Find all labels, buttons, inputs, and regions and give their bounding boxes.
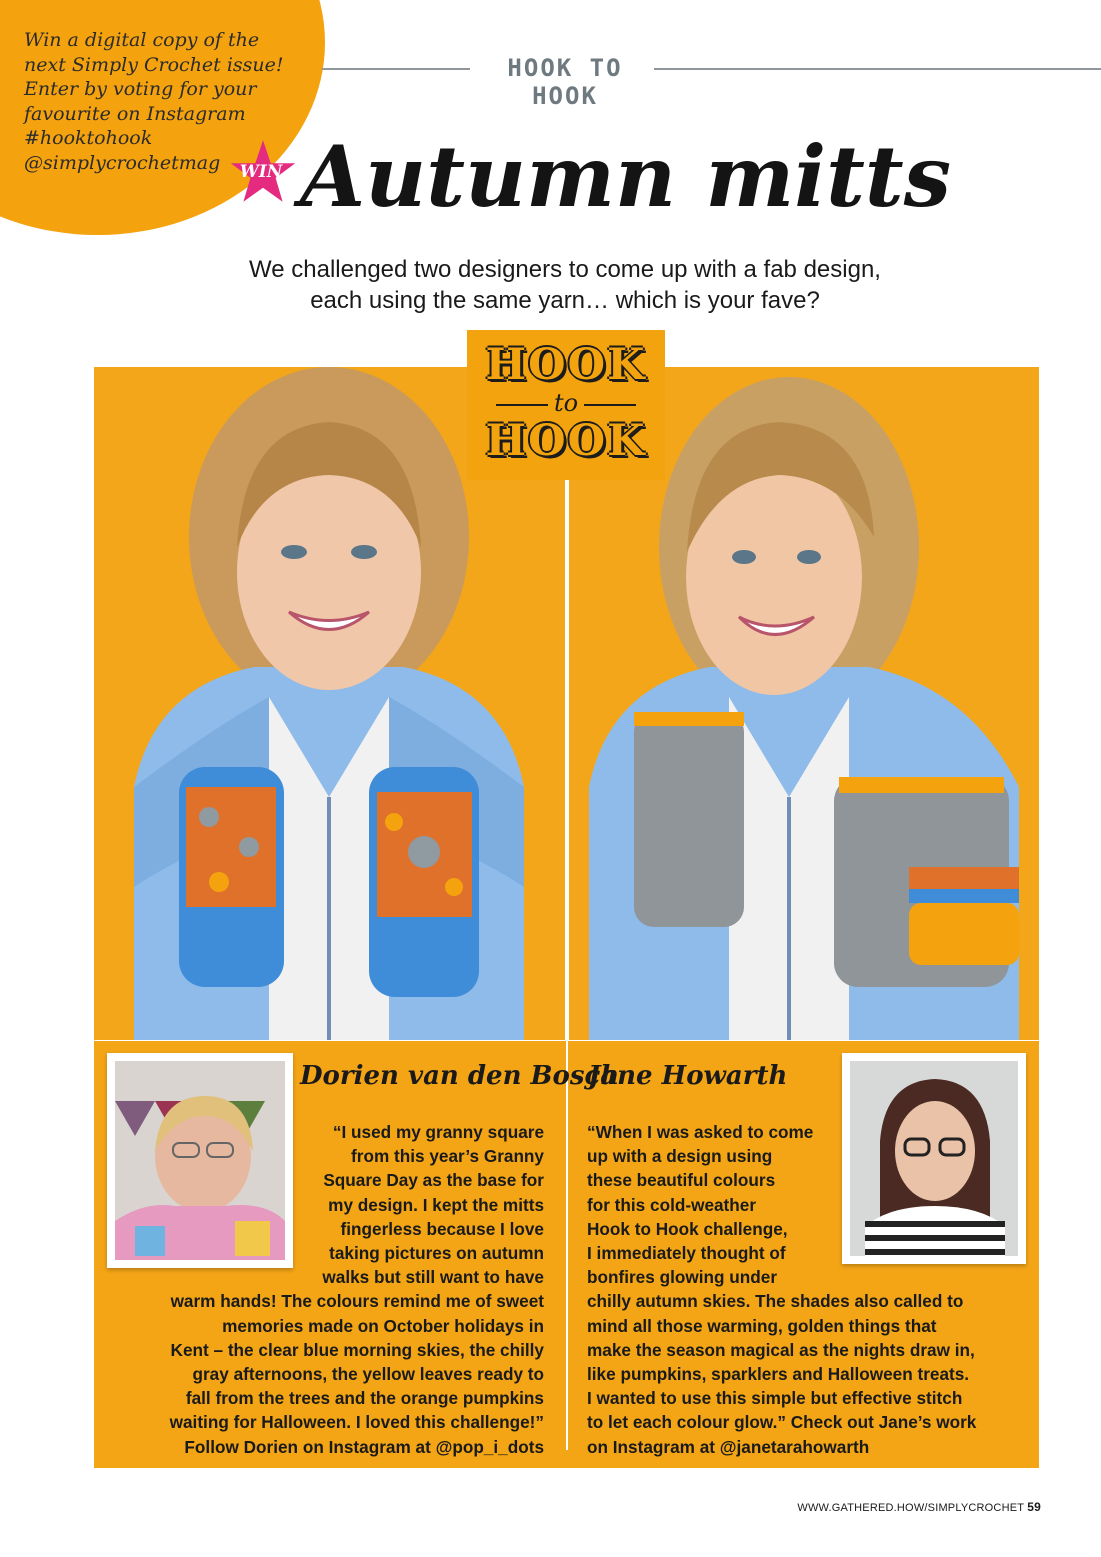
quote-line: up with a design using	[587, 1146, 773, 1167]
quote-line: Hook to Hook challenge,	[587, 1218, 788, 1239]
designer-name-left: Dorien van den Bosch	[300, 1061, 620, 1091]
intro-line: each using the same yarn… which is your fave?	[310, 287, 820, 314]
badge-line-to: to	[467, 388, 665, 418]
footer-url: WWW.GATHERED.HOW/SIMPLYCROCHET	[797, 1502, 1024, 1514]
quote-line: like pumpkins, sparklers and Halloween treats.	[587, 1364, 970, 1385]
quote-line: walks but still want to have	[322, 1267, 544, 1288]
win-bubble-line: Win a digital copy of the	[24, 29, 260, 51]
page-number: 59	[1027, 1500, 1041, 1514]
quote-line: chilly autumn skies. The shades also called to	[587, 1291, 964, 1312]
designer-quote-left	[110, 1120, 544, 1459]
quote-line: “I used my granny square	[332, 1122, 544, 1142]
badge-line-hook: HOOK	[485, 340, 647, 390]
quote-line: to let each colour glow.” Check out Jane’s work	[587, 1412, 977, 1433]
quote-line: I wanted to use this simple but effective stitch	[587, 1388, 963, 1409]
designer-name-right: Jane Howarth	[588, 1061, 788, 1091]
quote-line: for this cold-weather	[587, 1194, 757, 1215]
quote-line: Square Day as the base for	[323, 1170, 544, 1191]
quote-line: waiting for Halloween. I loved this challenge!”	[169, 1412, 544, 1433]
quote-line: bonfires glowing under	[587, 1267, 778, 1288]
quote-line: from this year’s Granny	[351, 1146, 544, 1167]
quote-line: Kent – the clear blue morning skies, the chilly	[170, 1339, 544, 1360]
section-rule-left	[322, 68, 470, 70]
win-bubble-handle: @simplycrochetmag	[24, 151, 221, 174]
quote-line: mind all those warming, golden things that	[587, 1315, 937, 1336]
quote-line: taking pictures on autumn	[329, 1243, 544, 1264]
win-bubble-line: favourite on Instagram	[24, 102, 246, 125]
win-star-label: WIN	[239, 162, 283, 182]
section-rule-right	[654, 68, 1101, 70]
quote-line: warm hands! The colours remind me of sweet	[170, 1291, 544, 1312]
intro-line: We challenged two designers to come up with a fab design,	[249, 256, 881, 283]
win-bubble-hashtag: #hooktohook	[24, 127, 153, 149]
column-divider	[566, 482, 568, 1450]
quote-line: fingerless because I love	[340, 1218, 544, 1239]
quote-line: make the season magical as the nights draw in,	[587, 1339, 975, 1360]
quote-line: “When I was asked to come	[587, 1122, 814, 1142]
quote-line: Follow Dorien on Instagram at @pop_i_dots	[184, 1436, 544, 1457]
hook-to-hook-badge	[467, 330, 665, 480]
quote-line: I immediately thought of	[587, 1243, 786, 1264]
section-label: HOOK TO HOOK	[507, 54, 623, 110]
badge-line-hook: HOOK	[485, 416, 647, 466]
quote-line: gray afternoons, the yellow leaves ready to	[192, 1364, 544, 1385]
page-footer	[797, 1500, 1041, 1514]
page-title: Autumn mitts	[300, 127, 951, 226]
quote-line: fall from the trees and the orange pumpkins	[185, 1388, 544, 1409]
quote-line: my design. I kept the mitts	[328, 1194, 544, 1215]
designer-quote-right	[587, 1120, 1027, 1459]
quote-line: memories made on October holidays in	[222, 1315, 544, 1336]
quote-line: on Instagram at @janetarahowarth	[587, 1436, 870, 1457]
win-bubble-line: next Simply Crochet issue!	[24, 53, 284, 76]
win-bubble-line: Enter by voting for your	[24, 78, 257, 100]
intro-text	[150, 254, 980, 316]
quote-line: these beautiful colours	[587, 1170, 776, 1191]
